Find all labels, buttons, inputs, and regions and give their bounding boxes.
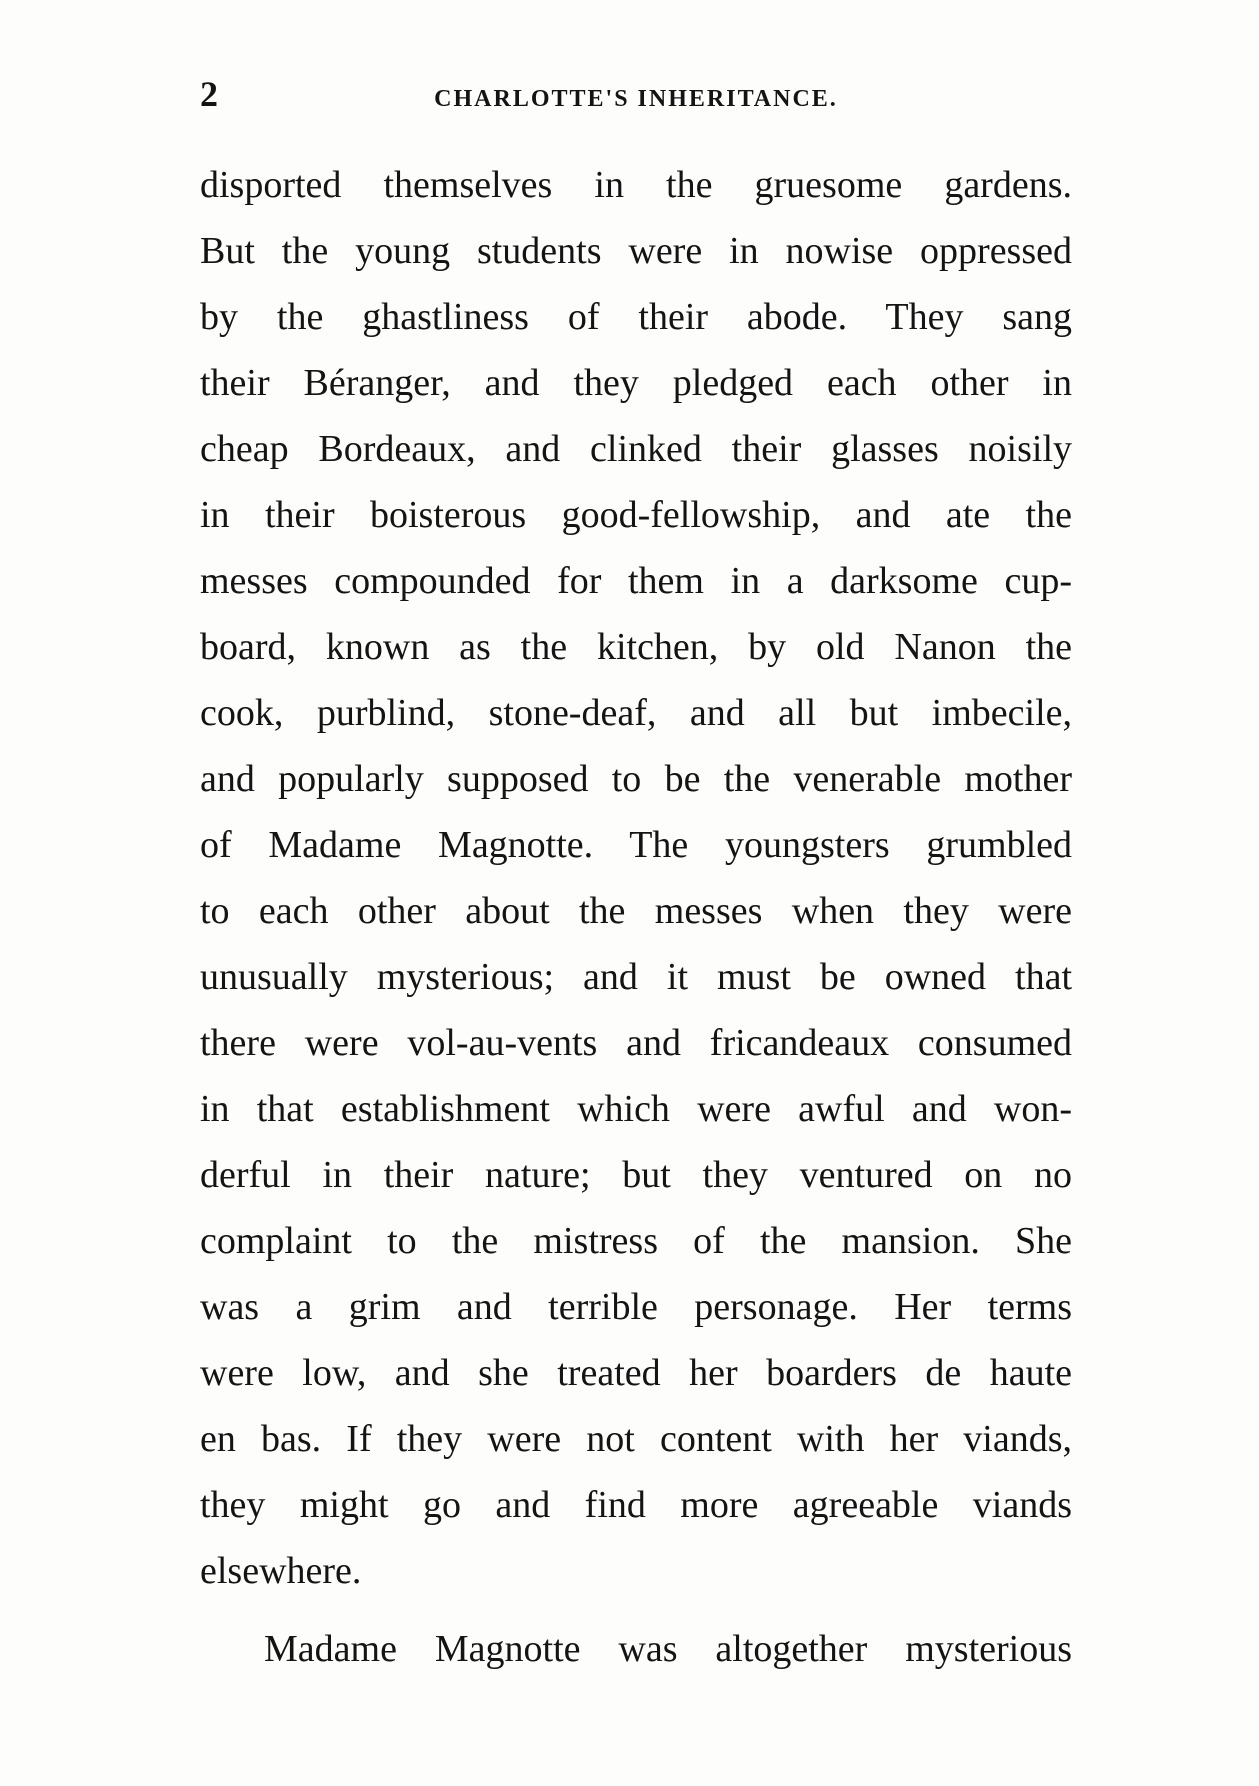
text-line: board, known as the kitchen, by old Nanon the: [200, 626, 1072, 668]
text-line: en bas. If they were not content with her viands,: [200, 1418, 1072, 1460]
body-text: [200, 152, 1072, 1682]
text-line: their Béranger, and they pledged each other in: [200, 362, 1072, 404]
text-line: were low, and she treated her boarders de haute: [200, 1352, 1072, 1394]
paragraph-first-line: Madame Magnotte was altogether mysterious: [264, 1628, 1072, 1670]
page-header: [200, 74, 1072, 124]
text-line: disported themselves in the gruesome gardens.: [200, 164, 1072, 206]
text-line: by the ghastliness of their abode. They sang: [200, 296, 1072, 338]
running-title: CHARLOTTE'S INHERITANCE.: [434, 86, 838, 112]
text-line: was a grim and terrible personage. Her terms: [200, 1286, 1072, 1328]
text-line: in that establishment which were awful and won-: [200, 1088, 1072, 1130]
text-line: messes compounded for them in a darksome cup-: [200, 560, 1072, 602]
text-line: complaint to the mistress of the mansion. She: [200, 1220, 1072, 1262]
text-line: But the young students were in nowise oppressed: [200, 230, 1072, 272]
text-line: cook, purblind, stone-deaf, and all but imbecile,: [200, 692, 1072, 734]
text-line: they might go and find more agreeable viands: [200, 1484, 1072, 1526]
text-line: unusually mysterious; and it must be owned that: [200, 956, 1072, 998]
text-line: there were vol-au-vents and fricandeaux consumed: [200, 1022, 1072, 1064]
text-line: of Madame Magnotte. The youngsters grumbled: [200, 824, 1072, 866]
text-line: to each other about the messes when they were: [200, 890, 1072, 932]
page-number: 2: [200, 74, 218, 114]
text-line: elsewhere.: [200, 1550, 362, 1592]
text-line: cheap Bordeaux, and clinked their glasses noisily: [200, 428, 1072, 470]
text-line: in their boisterous good-fellowship, and ate the: [200, 494, 1072, 536]
text-line: derful in their nature; but they ventured on no: [200, 1154, 1072, 1196]
text-line: and popularly supposed to be the venerable mother: [200, 758, 1072, 800]
